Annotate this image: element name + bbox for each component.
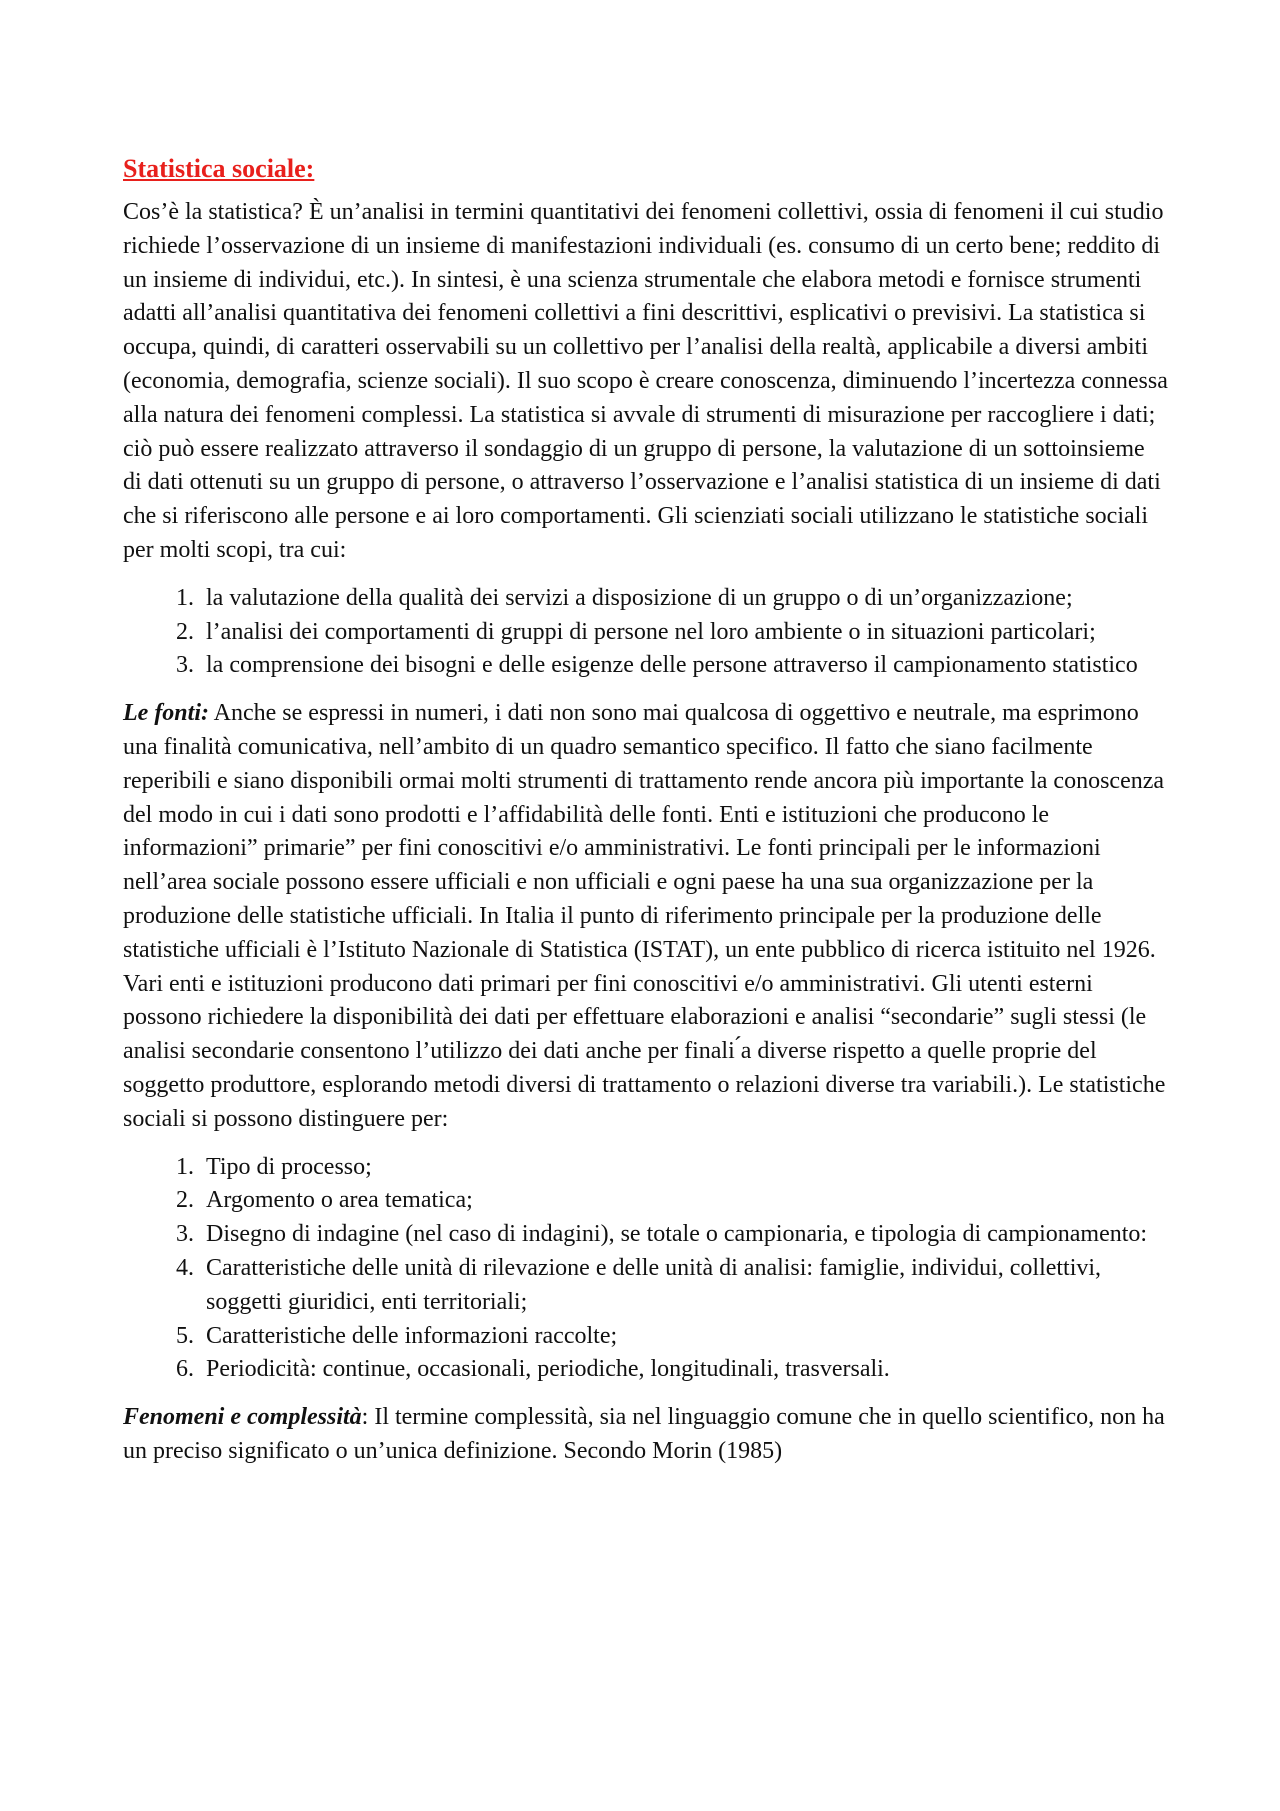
- complessita-heading: Fenomeni e complessità: [123, 1404, 362, 1431]
- list-item: 1. Tipo di processo;: [200, 1151, 1168, 1185]
- list-item: 5. Caratteristiche delle informazioni raccolte;: [200, 1320, 1168, 1354]
- complessita-paragraph: [123, 1401, 1168, 1469]
- complessita-text: : Il termine complessità, sia nel linguaggio comune che in quello scientifico, non ha un preciso significato o un’unica definizione. Secondo Morin (1985): [123, 1404, 1165, 1464]
- criteria-list: [123, 1151, 1168, 1388]
- document-content: [123, 152, 1168, 1469]
- list-item: 3. la comprensione dei bisogni e delle esigenze delle persone attraverso il campionamento statistico: [200, 649, 1168, 683]
- page-title: Statistica sociale:: [123, 154, 315, 183]
- purposes-list: [123, 582, 1168, 683]
- list-item: 2. l’analisi dei comportamenti di gruppi di persone nel loro ambiente o in situazioni particolari;: [200, 616, 1168, 650]
- fonti-heading: Le fonti:: [123, 700, 209, 727]
- list-item: 2. Argomento o area tematica;: [200, 1184, 1168, 1218]
- intro-paragraph: Cos’è la statistica? È un’analisi in termini quantitativi dei fenomeni collettivi, ossia di fenomeni il cui studio richiede l’osservazione di un insieme di manifestazioni individuali (es. consumo di un certo bene; reddito di un insieme di individui, etc.). In sintesi, è una scienza strumentale che elabora metodi e fornisce strumenti adatti all’analisi quantitativa dei fenomeni collettivi a fini descrittivi, esplicativi o previsivi. La statistica si occupa, quindi, di caratteri osservabili su un collettivo per l’analisi della realtà, applicabile a diversi ambiti (economia, demografia, scienze sociali). Il suo scopo è creare conoscenza, diminuendo l’incertezza connessa alla natura dei fenomeni complessi. La statistica si avvale di strumenti di misurazione per raccogliere i dati; ciò può essere realizzato attraverso il sondaggio di un gruppo di persone, la valutazione di un sottoinsieme di dati ottenuti su un gruppo di persone, o attraverso l’osservazione e l’analisi statistica di un insieme di dati che si riferiscono alle persone e ai loro comportamenti. Gli scienziati sociali utilizzano le statistiche sociali per molti scopi, tra cui:: [123, 199, 1168, 563]
- list-item: 4. Caratteristiche delle unità di rilevazione e delle unità di analisi: famiglie, individui, collettivi, soggetti giuridici, enti territoriali;: [200, 1252, 1168, 1320]
- list-item: 3. Disegno di indagine (nel caso di indagini), se totale o campionaria, e tipologia di campionamento:: [200, 1218, 1168, 1252]
- list-item: 1. la valutazione della qualità dei servizi a disposizione di un gruppo o di un’organizzazione;: [200, 582, 1168, 616]
- list-item: 6. Periodicità: continue, occasionali, periodiche, longitudinali, trasversali.: [200, 1353, 1168, 1387]
- fonti-text: Anche se espressi in numeri, i dati non sono mai qualcosa di oggettivo e neutrale, ma esprimono una finalità comunicativa, nell’ambito di un quadro semantico specifico. Il fatto che siano facilmente reperibili e siano disponibili ormai molti strumenti di trattamento rende ancora più importante la conoscenza del modo in cui i dati sono prodotti e l’affidabilità delle fonti. Enti e istituzioni che producono le informazioni” primarie” per fini conoscitivi e/o amministrativi. Le fonti principali per le informazioni nell’area sociale possono essere ufficiali e non ufficiali e ogni paese ha una sua organizzazione per la produzione delle statistiche ufficiali. In Italia il punto di riferimento principale per la produzione delle statistiche ufficiali è l’Istituto Nazionale di Statistica (ISTAT), un ente pubblico di ricerca istituito nel 1926. Vari enti e istituzioni producono dati primari per fini conoscitivi e/o amministrativi. Gli utenti esterni possono richiedere la disponibilità dei dati per effettuare elaborazioni e analisi “secondarie” sugli stessi (le analisi secondarie consentono l’utilizzo dei dati anche per finali ́a diverse rispetto a quelle proprie del soggetto produttore, esplorando metodi diversi di trattamento o relazioni diverse tra variabili.). Le statistiche sociali si possono distinguere per:: [123, 700, 1166, 1132]
- fonti-paragraph: [123, 697, 1168, 1136]
